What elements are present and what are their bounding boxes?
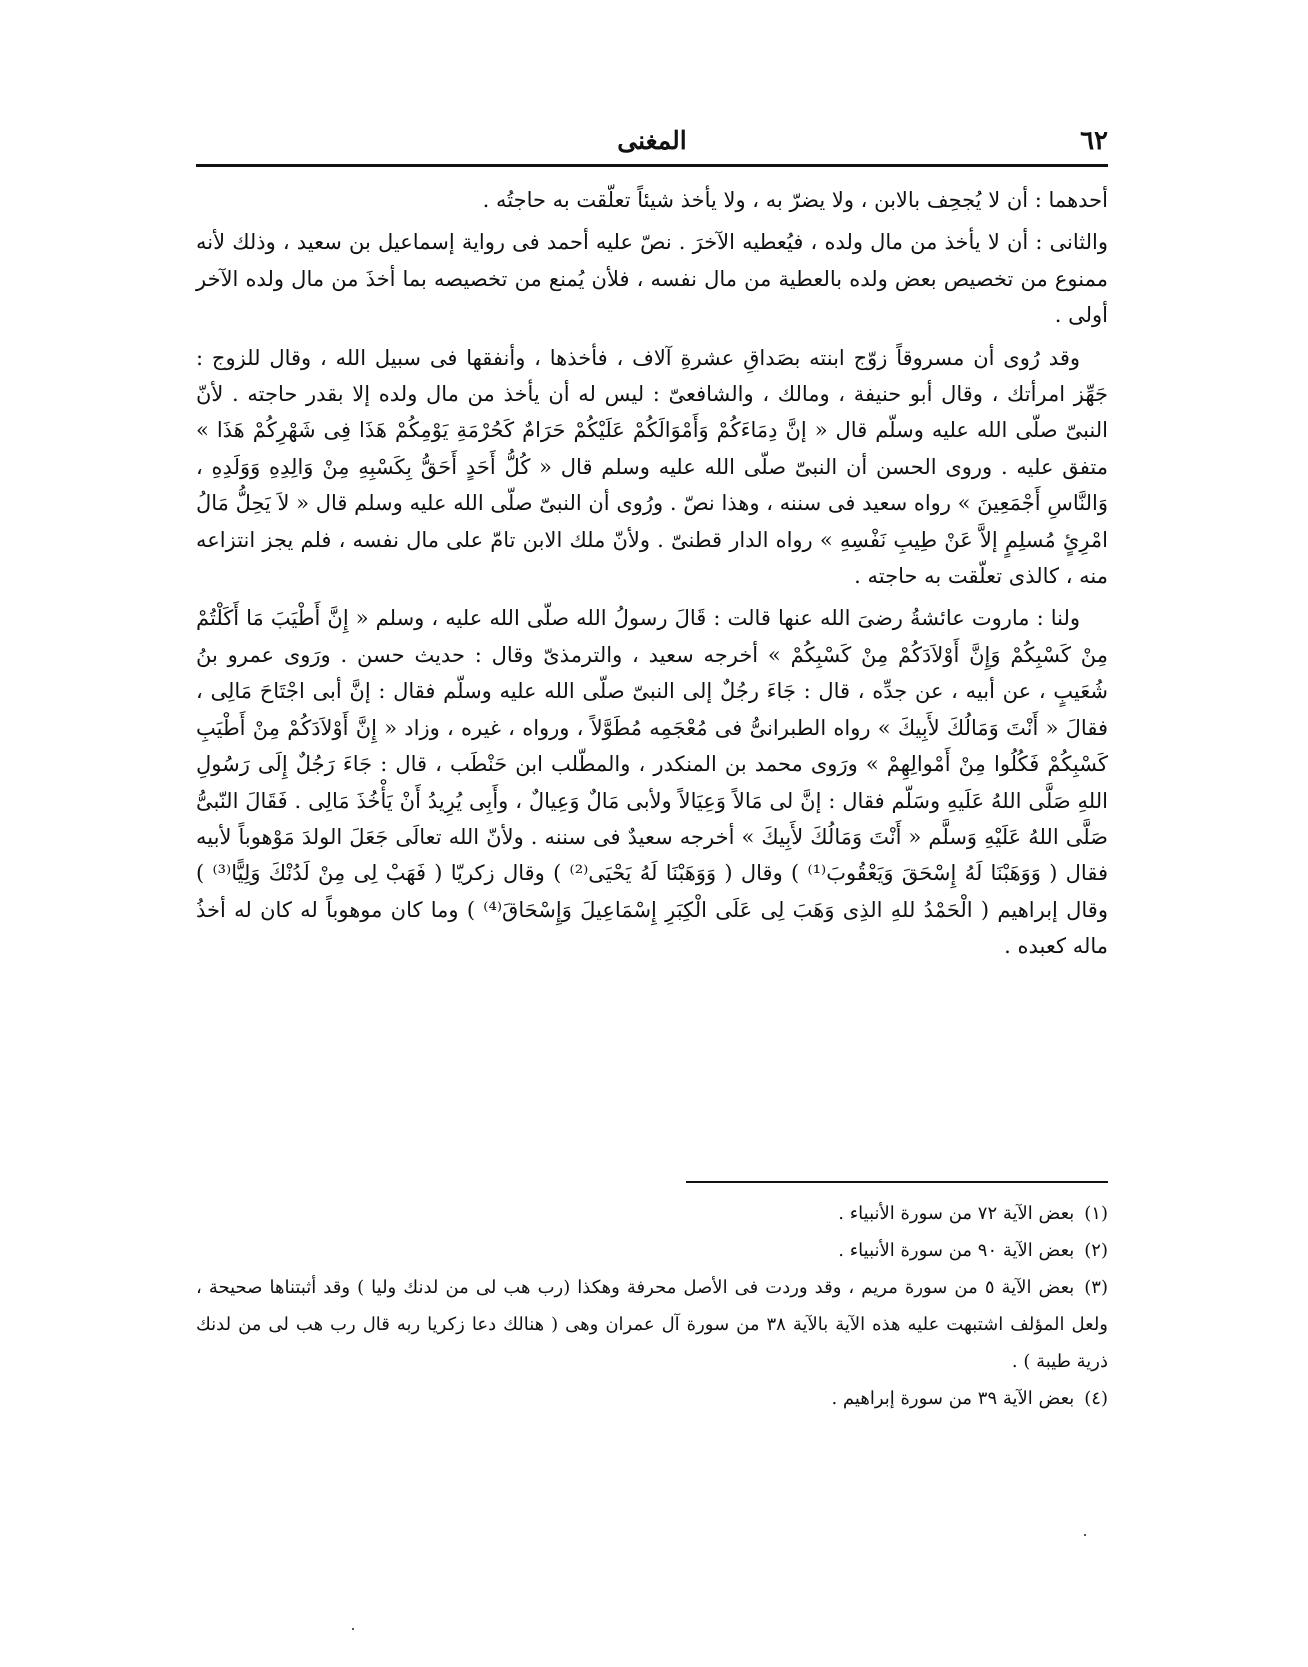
- footnote: [196, 1380, 1108, 1417]
- footnote-text: بعض الآية ٧٢ من سورة الأنبياء .: [838, 1203, 1075, 1224]
- footnote-number: (٣): [1084, 1277, 1108, 1298]
- body-text: [196, 182, 1108, 971]
- footnotes: [196, 1195, 1108, 1417]
- running-title: المغنى: [617, 126, 687, 155]
- page-number: ٦٢: [1080, 126, 1108, 156]
- footnote-text: بعض الآية ٣٩ من سورة إبراهيم .: [831, 1388, 1075, 1409]
- scan-speck: [352, 1628, 354, 1630]
- header-rule: [196, 164, 1108, 167]
- footnote-text: بعض الآية ٥ من سورة مريم ، وقد وردت فى الأصل محرفة وهكذا (رب هب لى من لدنك وليا ) وقد أثبتناها صحيحة ، ولعل المؤلف اشتبهت عليه هذه الآية بالآية ٣٨ من سورة آل عمران وهى ( هنالك دعا زكريا ربه قال رب هب لى من لدنك ذرية طيبة ) .: [196, 1277, 1108, 1372]
- paragraph: أحدهما : أن لا يُجحِف بالابن ، ولا يضرّ به ، ولا يأخذ شيئاً تعلّقت به حاجتُه .: [482, 188, 1108, 212]
- paragraph: والثانى : أن لا يأخذ من مال ولده ، فيُعطيه الآخرَ . نصّ عليه أحمد فى رواية إسماعيل بن سعيد ، وذلك لأنه ممنوع من تخصيص بعض ولده بالعطية من مال نفسه ، فلأن يُمنع من تخصيصه بما أخذَ من مال ولده الآخر أولى .: [196, 230, 1108, 328]
- paragraph: وقد رُوى أن مسروقاً زوّج ابنته بصَداقِ عشرةِ آلاف ، فأخذها ، وأنفقها فى سبيل الله ، وقال للزوج : جَهِّز امرأتك ، وقال أبو حنيفة ، ومالك ، والشافعىّ : ليس له أن يأخذ من مال ولده إلا بقدر حاجته . لأنّ النبىّ صلّى الله عليه وسلّم قال « إنَّ دِمَاءَكُمْ وَأَمْوَالَكُمْ عَلَيْكُمْ حَرَامٌ كَحُرْمَةِ يَوْمِكُمْ هَذَا فِى شَهْرِكُمْ هَذَا » متفق عليه . وروى الحسن أن النبىّ صلّى الله عليه وسلم قال « كُلُّ أَحَدٍ أَحَقُّ بِكَسْبِهِ مِنْ وَالِدِهِ وَوَلَدِهِ ، وَالنَّاسِ أَجْمَعِينَ » رواه سعيد فى سننه ، وهذا نصّ . ورُوى أن النبىّ صلّى الله عليه وسلم قال « لاَ يَحِلُّ مَالُ امْرِئٍ مُسلِمٍ إلاَّ عَنْ طِيبِ نَفْسِهِ » رواه الدار قطنىّ . ولأنّ ملك الابن تامّ على مال نفسه ، فلم يجز انتزاعه منه ، كالذى تعلّقت به حاجته .: [196, 345, 1108, 589]
- footnote: [196, 1269, 1108, 1380]
- footnote-number: (٢): [1084, 1240, 1108, 1261]
- paragraph: ولنا : ماروت عائشةُ رضىَ الله عنها قالت : قَالَ رسولُ الله صلّى الله عليه ، وسلم « إِنَّ أَطْيَبَ مَا أَكَلْتُمْ مِنْ كَسْبِكُمْ وَإِنَّ أَوْلاَدَكُمْ مِنْ كَسْبِكُمْ » أخرجه سعيد ، والترمذىّ وقال : حديث حسن . ورَوى عمرو بنُ شُعَيبٍ ، عن أبيه ، عن جدِّه ، قال : جَاءَ رجُلٌ إلى النبىّ صلّى الله عليه وسلّم فقال : إنَّ أبى اجْتَاحَ مَالِى ، فقالَ « أَنْتَ وَمَالُكَ لأَبِيكَ » رواه الطبرانىُّ فى مُعْجَمِه مُطَوَّلاً ، ورواه ، غيره ، وزاد « إِنَّ أَوْلاَدَكُمْ مِنْ أَطْيَبِ كَسْبِكُمْ فَكُلُوا مِنْ أَمْوالِهِمْ » ورَوى محمد بن المنكدر ، والمطّلب ابن حَنْطَب ، قال : جَاءَ رَجُلٌ إِلَى رَسُولِ اللهِ صَلَّى اللهُ عَلَيهِ وسَلّم فقال : إنَّ لى مَالاً وَعِيَالاً ولأبى مَالٌ وَعِيالٌ ، وأَبِى يُرِيدُ أَنْ يَأْخُذَ مَالِى . فَقَالَ النّبىُّ صَلَّى اللهُ عَلَيْهِ وَسلَّم « أَنْتَ وَمَالُكَ لأَبِيكَ » أخرجه سعيدٌ فى سننه . ولأنّ الله تعالَى جَعَلَ الولدَ مَوْهوباً لأبيه فقال ( وَوَهَبْنَا لَهُ إِسْحَقَ وَيَعْقُوبَ⁽¹⁾ ) وقال ( وَوَهَبْنَا لَهُ يَحْيَى⁽²⁾ ) وقال زكريّا ( فَهَبْ لِى مِنْ لَدُنْكَ وَلِيًّا⁽³⁾ ) وقال إبراهيم ( الْحَمْدُ للهِ الذِى وَهَبَ لِى عَلَى الْكِبَرِ إِسْمَاعِيلَ وَإِسْحَاقَ⁽⁴⁾ ) وما كان موهوباً له كان له أخذُ ماله كعبده .: [196, 606, 1108, 959]
- footnote-number: (٤): [1084, 1388, 1108, 1409]
- footnote-rule: [686, 1181, 1108, 1183]
- footnote: [196, 1195, 1108, 1232]
- footnote-text: بعض الآية ٩٠ من سورة الأنبياء .: [838, 1240, 1075, 1261]
- footnote: [196, 1232, 1108, 1269]
- footnote-number: (١): [1084, 1203, 1108, 1224]
- scan-speck: [1084, 1534, 1086, 1536]
- page-header: [196, 118, 1108, 164]
